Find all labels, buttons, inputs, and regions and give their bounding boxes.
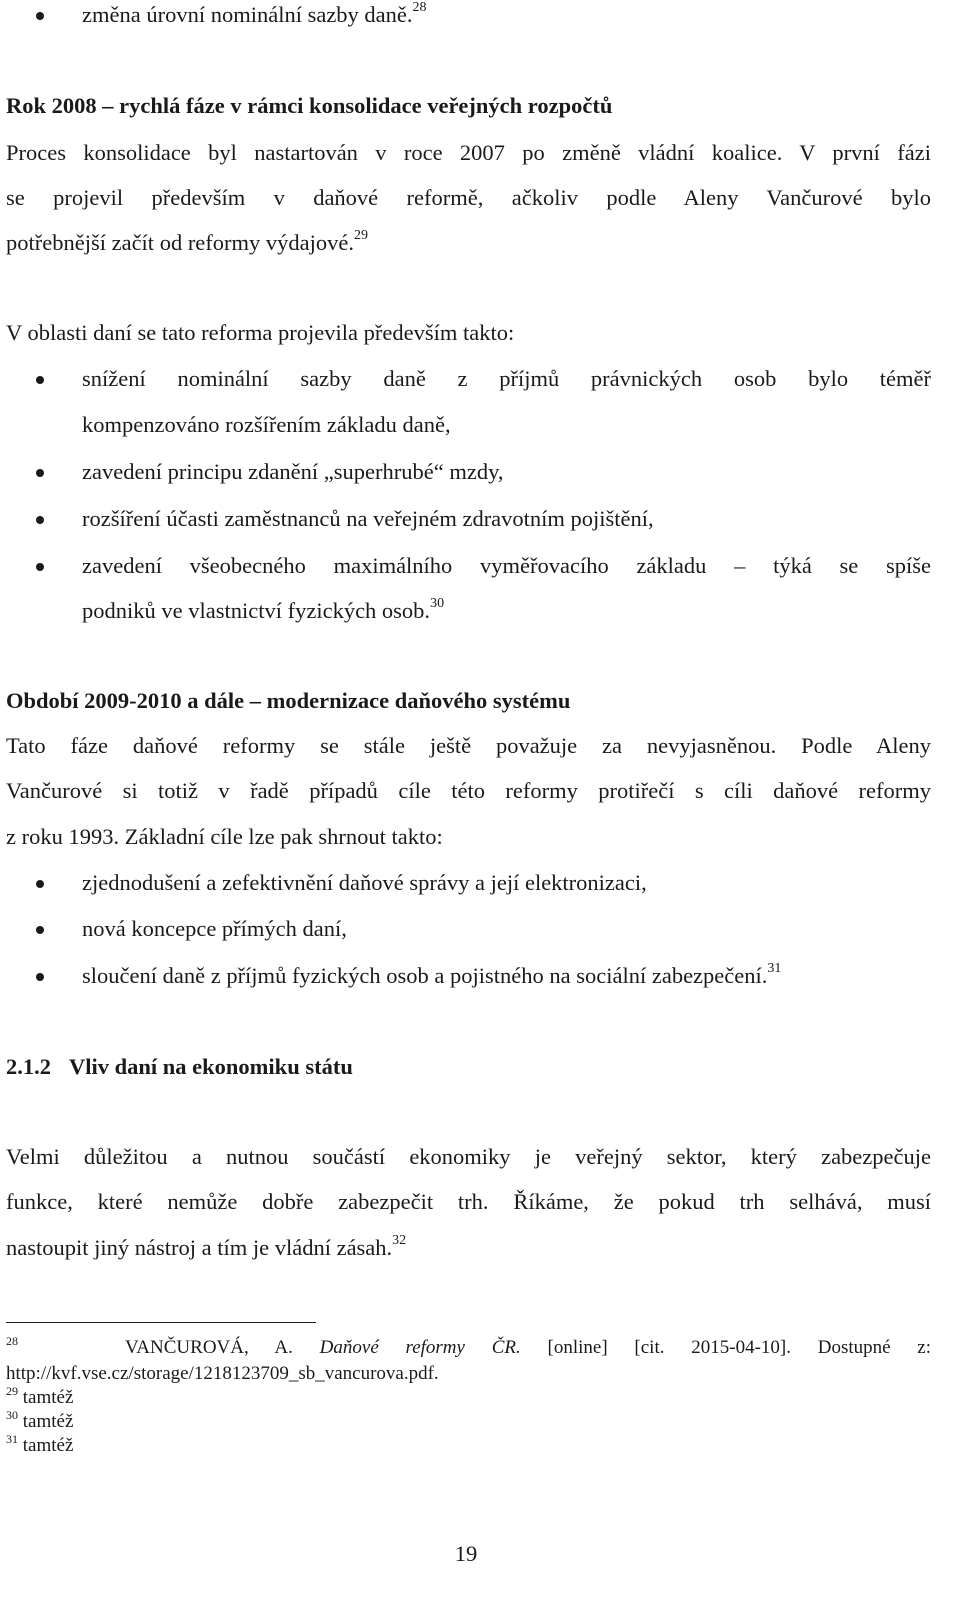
bullet-item: zavedení všeobecného maximálního vyměřovacího základu – týká se spíše <box>82 553 931 578</box>
bullet-marker <box>36 880 44 888</box>
footnote-ref: 29 <box>354 228 369 243</box>
footnote-ref: 31 <box>767 961 782 976</box>
paragraph-line: Tato fáze daňové reformy se stále ještě považuje za nevyjasněnou. Podle Aleny <box>6 733 931 758</box>
bullet-item-continuation: kompenzováno rozšířením základu daně, <box>82 412 451 437</box>
bullet-marker <box>36 469 44 477</box>
paragraph-intro: V oblasti daní se tato reforma projevila především takto: <box>6 320 515 345</box>
footnote-30: $^{30}$ tamtéž <box>6 1408 74 1432</box>
footnote-separator <box>6 1322 316 1323</box>
section-heading: Období 2009-2010 a dále – modernizace daňového systému <box>6 688 571 713</box>
footnote-31: $^{31}$ tamtéž <box>6 1432 74 1456</box>
bullet-marker <box>36 563 44 571</box>
footnote-29: $^{29}$ tamtéž <box>6 1384 74 1408</box>
bullet-item: změna úrovní nominální sazby daně.$^{28}$ <box>82 0 427 27</box>
page-number: 19 <box>454 1541 478 1566</box>
bullet-item: sloučení daně z příjmů fyzických osob a pojistného na sociální zabezpečení.$^{31}$ <box>82 961 782 988</box>
paragraph-line: se projevil především v daňové reformě, ačkoliv podle Aleny Vančurové bylo <box>6 185 931 210</box>
bullet-item-continuation: podniků ve vlastnictví fyzických osob.$^{30}$ <box>82 596 445 623</box>
footnote-28: $^{28}$ VANČUROVÁ, A. Daňové reformy ČR. [online] [cit. 2015-04-10]. Dostupné z: <box>6 1334 932 1358</box>
bullet-marker <box>36 12 44 20</box>
bullet-marker <box>36 376 44 384</box>
footnote-ref: 28 <box>412 0 427 15</box>
paragraph-line: z roku 1993. Základní cíle lze pak shrnout takto: <box>6 824 443 849</box>
paragraph-line: Proces konsolidace byl nastartován v roce 2007 po změně vládní koalice. V první fázi <box>6 140 931 165</box>
footnote-title: Daňové reformy ČR. <box>319 1337 521 1358</box>
bullet-marker <box>36 516 44 524</box>
paragraph-line: funkce, které nemůže dobře zabezpečit trh. Říkáme, že pokud trh selhává, musí <box>6 1189 931 1214</box>
paragraph-line: Vančurové si totiž v řadě případů cíle této reformy protiřečí s cíli daňové reformy <box>6 778 931 803</box>
footnote-ref: 30 <box>430 596 445 611</box>
bullet-marker <box>36 926 44 934</box>
bullet-marker <box>36 973 44 981</box>
subsection-number: 2.1.2 <box>6 1054 51 1079</box>
bullet-item: zjednodušení a zefektivnění daňové správy a její elektronizaci, <box>82 870 647 895</box>
paragraph-line: nastoupit jiný nástroj a tím je vládní zásah.$^{32}$ <box>6 1233 407 1260</box>
paragraph-line: potřebnější začít od reformy výdajové.$^{29}$ <box>6 228 369 255</box>
paragraph-line: Velmi důležitou a nutnou součástí ekonomiky je veřejný sektor, který zabezpečuje <box>6 1144 931 1169</box>
bullet-item: rozšíření účasti zaměstnanců na veřejném zdravotním pojištění, <box>82 506 654 531</box>
bullet-item: snížení nominální sazby daně z příjmů právnických osob bylo téměř <box>82 366 931 391</box>
bullet-item: zavedení principu zdanění „superhrubé“ mzdy, <box>82 459 504 484</box>
footnote-28-url: http://kvf.vse.cz/storage/1218123709_sb_vancurova.pdf. <box>6 1363 439 1384</box>
subsection-heading <box>6 1052 931 1082</box>
section-heading: Rok 2008 – rychlá fáze v rámci konsolidace veřejných rozpočtů <box>6 93 613 118</box>
subsection-title: Vliv daní na ekonomiku státu <box>69 1054 353 1079</box>
footnote-ref: 32 <box>392 1233 407 1248</box>
bullet-item: nová koncepce přímých daní, <box>82 916 347 941</box>
